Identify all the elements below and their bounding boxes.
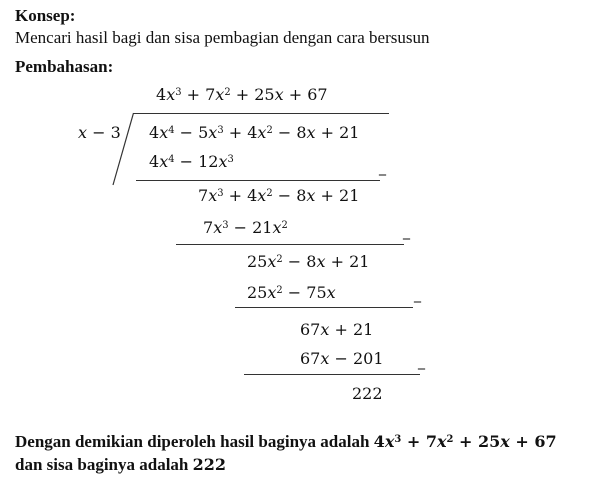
step-4-remainder [300, 320, 373, 340]
term-operator: + [453, 432, 478, 451]
term-variable: x [500, 432, 510, 451]
term-coefficient: 75 [306, 283, 327, 302]
term-coefficient: 4 [247, 186, 258, 205]
polynomial-term [339, 186, 359, 205]
term-variable: x [267, 252, 277, 271]
conclusion-text-2: dan sisa baginya adalah [15, 455, 189, 474]
term-exponent: 2 [266, 187, 273, 199]
term-coefficient: 21 [352, 320, 374, 339]
term-coefficient: 4 [247, 123, 258, 142]
term-variable: x [159, 152, 169, 171]
term-variable: x [320, 349, 330, 368]
step-2-line [176, 244, 404, 245]
polynomial-term [300, 349, 329, 368]
step-1-subtrahend [149, 152, 234, 172]
polynomial-term [306, 252, 325, 271]
term-operator: + [325, 252, 350, 271]
term-coefficient: 67 [534, 432, 557, 451]
term-exponent: 2 [281, 219, 288, 231]
conclusion-remainder: 222 [192, 455, 227, 474]
term-exponent: 2 [224, 86, 231, 98]
term-coefficient: 8 [296, 123, 307, 142]
term-coefficient: 4 [149, 152, 160, 171]
step-2-minus-sign: _ [403, 224, 410, 240]
conclusion-line-2 [15, 455, 226, 475]
term-coefficient: 201 [352, 349, 384, 368]
divisor-constant: − 3 [92, 123, 121, 142]
konsep-heading: Konsep: [15, 6, 76, 25]
step-3-line [235, 307, 413, 308]
term-exponent: 3 [227, 153, 234, 165]
conclusion-line-1 [15, 432, 557, 452]
polynomial-term [307, 85, 327, 104]
term-coefficient: 21 [339, 186, 360, 205]
term-operator: − [174, 152, 199, 171]
term-variable: x [159, 123, 169, 142]
term-exponent: 4 [168, 153, 175, 165]
dividend [149, 123, 359, 143]
term-operator: + [283, 85, 308, 104]
term-coefficient: 21 [349, 252, 370, 271]
term-operator: + [509, 432, 535, 451]
term-operator: + [315, 186, 340, 205]
polynomial-term [353, 349, 384, 368]
polynomial-term [198, 123, 224, 142]
polynomial-term [247, 283, 283, 302]
term-variable: x [326, 283, 336, 302]
division-bracket [110, 112, 136, 188]
term-coefficient: 67 [300, 349, 321, 368]
term-variable: x [257, 186, 267, 205]
polynomial-term [349, 252, 369, 271]
polynomial-term [198, 152, 234, 171]
term-variable: x [208, 123, 218, 142]
polynomial-term [203, 218, 229, 237]
polynomial-term [353, 320, 373, 339]
term-exponent: 2 [276, 253, 283, 265]
term-variable: x [257, 123, 267, 142]
term-operator: − [282, 252, 307, 271]
step-3-remainder [247, 252, 369, 272]
polynomial-term [296, 186, 315, 205]
polynomial-term [426, 432, 454, 451]
term-operator: + [230, 85, 255, 104]
term-coefficient: 8 [296, 186, 307, 205]
term-exponent: 3 [222, 219, 229, 231]
polynomial-term [254, 85, 283, 104]
term-operator: − [228, 218, 253, 237]
term-coefficient: 25 [247, 283, 268, 302]
term-operator: + [181, 85, 206, 104]
step-3-minus-sign: _ [414, 287, 421, 303]
polynomial-term [247, 186, 273, 205]
term-coefficient: 25 [477, 432, 501, 451]
divisor-variable: x [78, 123, 88, 142]
term-variable: x [272, 218, 282, 237]
polynomial-term [247, 123, 273, 142]
step-2-remainder [198, 186, 359, 206]
step-1-minus-sign: _ [379, 160, 386, 176]
polynomial-term [252, 218, 288, 237]
conclusion-quotient [374, 432, 557, 451]
term-exponent: 2 [266, 124, 273, 136]
polynomial-term [149, 152, 175, 171]
term-variable: x [306, 123, 316, 142]
term-variable: x [316, 252, 326, 271]
term-operator: + [223, 186, 248, 205]
polynomial-term [478, 432, 510, 451]
term-coefficient: 25 [254, 85, 275, 104]
term-coefficient: 4 [156, 85, 167, 104]
term-operator: − [282, 283, 307, 302]
pembahasan-heading: Pembahasan: [15, 57, 114, 76]
term-variable: x [274, 85, 284, 104]
step-1-line [136, 180, 380, 181]
term-operator: + [223, 123, 248, 142]
term-operator: − [329, 349, 353, 368]
term-coefficient: 21 [339, 123, 360, 142]
konsep-text: Mencari hasil bagi dan sisa pembagian dengan cara bersusun [15, 28, 430, 47]
step-4-minus-sign: _ [418, 354, 425, 370]
term-variable: x [213, 218, 223, 237]
polynomial-term [205, 85, 231, 104]
term-coefficient: 4 [373, 432, 385, 451]
term-coefficient: 7 [198, 186, 209, 205]
term-exponent: 2 [276, 284, 283, 296]
term-coefficient: 7 [425, 432, 437, 451]
term-coefficient: 67 [307, 85, 328, 104]
term-exponent: 3 [175, 86, 182, 98]
term-variable: x [218, 152, 228, 171]
quotient [156, 85, 328, 105]
term-coefficient: 8 [306, 252, 317, 271]
polynomial-term [198, 186, 224, 205]
division-bar [133, 113, 389, 114]
polynomial-term [306, 283, 335, 302]
term-operator: + [315, 123, 340, 142]
term-operator: + [329, 320, 353, 339]
term-exponent: 3 [217, 124, 224, 136]
term-operator: − [272, 186, 297, 205]
polynomial-term [374, 432, 402, 451]
term-exponent: 2 [446, 433, 454, 445]
polynomial-term [300, 320, 329, 339]
term-variable: x [215, 85, 225, 104]
polynomial-term [296, 123, 315, 142]
polynomial-term [339, 123, 359, 142]
conclusion-text-1: Dengan demikian diperoleh hasil baginya adalah [15, 432, 370, 451]
term-operator: − [174, 123, 199, 142]
polynomial-term [149, 123, 175, 142]
step-4-subtrahend [300, 349, 384, 369]
term-coefficient: 67 [300, 320, 321, 339]
term-coefficient: 4 [149, 123, 160, 142]
step-4-line [244, 374, 420, 375]
term-variable: x [306, 186, 316, 205]
term-exponent: 4 [168, 124, 175, 136]
step-2-subtrahend [203, 218, 288, 238]
term-variable: x [436, 432, 447, 451]
term-variable: x [166, 85, 176, 104]
term-exponent: 3 [394, 433, 402, 445]
term-coefficient: 25 [247, 252, 268, 271]
final-remainder: 222 [352, 384, 383, 403]
term-operator: − [272, 123, 297, 142]
term-coefficient: 7 [203, 218, 214, 237]
term-coefficient: 7 [205, 85, 216, 104]
polynomial-term [534, 432, 556, 451]
term-variable: x [320, 320, 330, 339]
term-variable: x [267, 283, 277, 302]
term-variable: x [208, 186, 218, 205]
term-coefficient: 21 [252, 218, 273, 237]
term-coefficient: 5 [198, 123, 209, 142]
polynomial-term [156, 85, 182, 104]
polynomial-term [247, 252, 283, 271]
step-3-subtrahend [247, 283, 336, 303]
term-operator: + [401, 432, 426, 451]
term-exponent: 3 [217, 187, 224, 199]
term-coefficient: 12 [198, 152, 219, 171]
term-variable: x [384, 432, 395, 451]
